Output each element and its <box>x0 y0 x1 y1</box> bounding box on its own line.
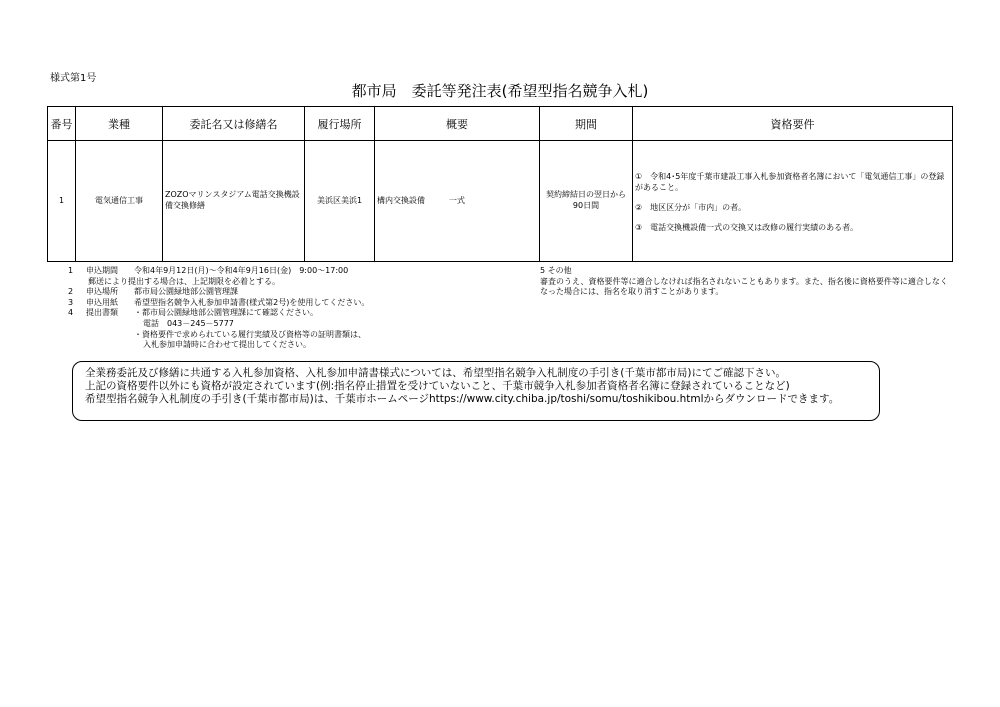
note-3-label: 申込用紙 <box>86 297 118 307</box>
header-period: 期間 <box>540 107 633 141</box>
cell-location: 美浜区美浜1 <box>305 141 375 262</box>
note-2-label: 申込場所 <box>86 287 118 297</box>
note-5-text: 審査のうえ、資格要件等に適合しなければ指名されないこともあります。また、指名後に資格要件等に適合しなくなった場合には、指名を取り消すことがあります。 <box>540 276 948 297</box>
header-summary: 概要 <box>375 107 540 141</box>
cell-name: ZOZOマリンスタジアム電話交換機設備交換修繕 <box>163 141 305 262</box>
note-1-number: 1 <box>68 266 74 275</box>
form-number: 様式第1号 <box>50 73 97 84</box>
table-row <box>48 141 953 262</box>
info-box <box>72 361 880 421</box>
note-4-text3: 入札参加申請時に合わせて提出してください。 <box>143 340 311 350</box>
notes-left <box>68 266 369 351</box>
header-name: 委託名又は修繕名 <box>163 107 305 141</box>
header-requirements: 資格要件 <box>633 107 953 141</box>
note-4 <box>68 308 369 319</box>
note-4-phone: 電話 043－245－5777 <box>143 318 234 328</box>
cell-category: 電気通信工事 <box>76 141 163 262</box>
info-line-3: 希望型指名競争入札制度の手引き(千葉市都市局)は、千葉市ホームページhttps://www.city.chiba.jp/toshi/somu/toshikibou.htmlからダウンロードできます。 <box>85 393 840 405</box>
note-3-text: 希望型指名競争入札参加申請書(様式第2号)を使用してください。 <box>134 297 370 307</box>
note-5-heading: 5 その他 <box>540 266 572 275</box>
cell-period: 契約締結日の翌日から90日間 <box>540 141 633 262</box>
note-2-number: 2 <box>68 287 74 297</box>
header-location: 履行場所 <box>305 107 375 141</box>
note-3-number: 3 <box>68 297 74 307</box>
note-4-text2: ・資格要件で求められている履行実績及び資格等の証明書類は、 <box>134 329 366 339</box>
info-line-2: 上記の資格要件以外にも資格が設定されています(例:指名停止措置を受けていないこと、千葉市競争入札参加者資格者名簿に登録されていることなど) <box>85 380 790 392</box>
note-1-sub: 郵送により提出する場合は、上記期限を必着とする。 <box>88 276 280 286</box>
cell-summary: 構内交換設備 一式 <box>375 141 540 262</box>
note-1 <box>68 266 369 277</box>
requirement-3: ③ 電話交換機設備一式の交換又は改修の履行実績のある者。 <box>635 222 859 232</box>
note-4-label: 提出書類 <box>86 308 118 318</box>
info-line-1: 全業務委託及び修繕に共通する入札参加資格、入札参加申請書様式については、希望型指名競争入札制度の手引き(千葉市都市局)にてご確認下さい。 <box>85 367 786 379</box>
cell-number: 1 <box>48 141 76 262</box>
order-table <box>47 106 953 262</box>
requirement-1: ① 令和4･5年度千葉市建設工事入札参加資格者名簿において「電気通信工事」の登録があること。 <box>635 172 945 193</box>
page-title: 都市局 委託等発注表(希望型指名競争入札) <box>351 82 649 100</box>
table-header-row <box>48 107 953 141</box>
note-3 <box>68 298 369 309</box>
note-4-number: 4 <box>68 308 74 318</box>
note-2-text: 都市局公園緑地部公園管理課 <box>134 287 238 297</box>
header-number: 番号 <box>48 107 76 141</box>
note-1-label: 申込期間 <box>86 266 118 275</box>
header-category: 業種 <box>76 107 163 141</box>
notes-right <box>540 266 952 298</box>
note-1-text: 令和4年9月12日(月)～令和4年9月16日(金) 9:00～17:00 <box>134 266 349 275</box>
requirement-2: ② 地区区分が「市内」の者。 <box>635 203 747 212</box>
note-4-text: ・都市局公園緑地部公園管理課にて確認ください。 <box>134 308 318 318</box>
cell-requirements <box>633 141 953 262</box>
note-2 <box>68 287 369 298</box>
